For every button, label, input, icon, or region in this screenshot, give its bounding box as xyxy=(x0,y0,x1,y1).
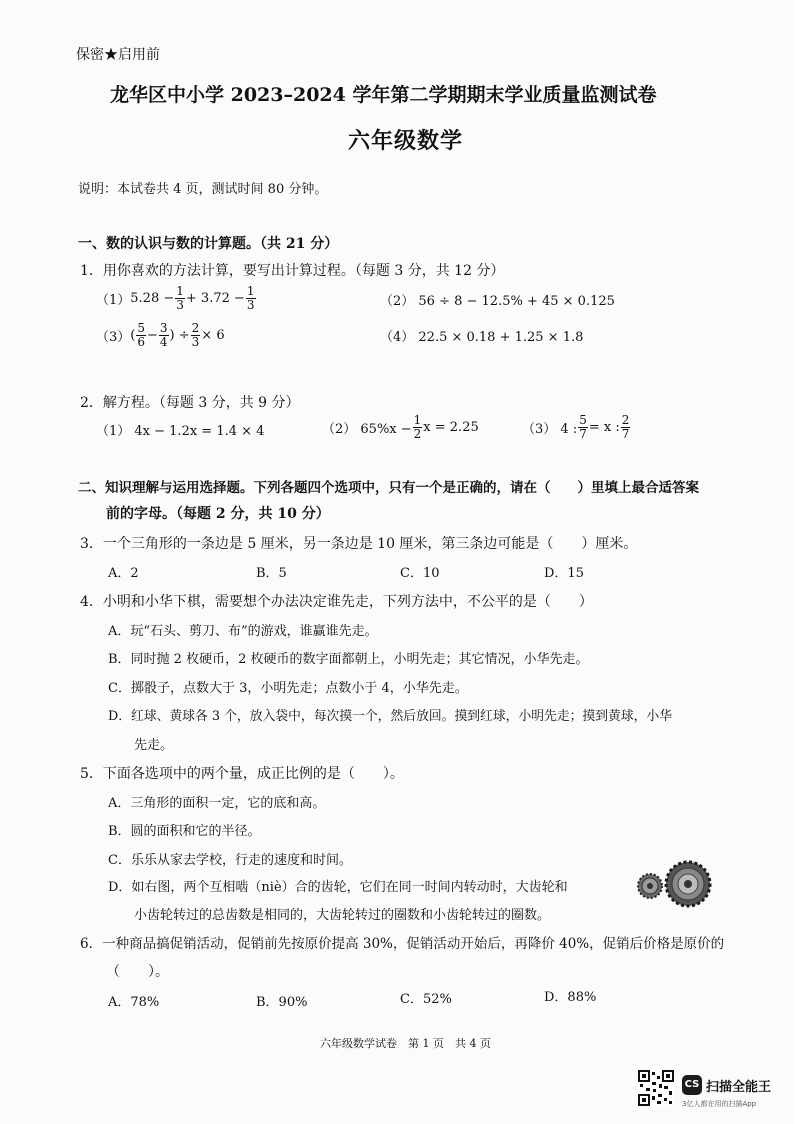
q3-option-b: B．5 xyxy=(256,566,287,581)
brand-name: 扫描全能王 xyxy=(706,1080,772,1095)
qr-code-icon xyxy=(638,1070,674,1106)
section2-heading-line1: 二、知识理解与运用选择题。下列各题四个选项中，只有一个是正确的，请在（ ）里填上最合适答案 xyxy=(78,480,699,496)
q6-option-b: B．90% xyxy=(256,995,308,1010)
numerator: 3 xyxy=(159,321,168,335)
q4-option-c: C．掷骰子，点数大于 3，小明先走；点数小于 4，小华先走。 xyxy=(108,681,468,696)
gears-illustration xyxy=(636,860,718,908)
q4-option-d-line1: D．红球、黄球各 3 个，放入袋中，每次摸一个，然后放回。摸到红球，小明先走；摸到黄球，小华 xyxy=(108,709,673,724)
q3-stem: 3．一个三角形的一条边是 5 厘米，另一条边是 10 厘米，第三条边可能是（ ）厘米。 xyxy=(80,536,638,552)
expr-part: = x : xyxy=(588,420,620,435)
q4-option-d-line2: 先走。 xyxy=(134,738,174,753)
denominator: 3 xyxy=(246,298,255,312)
numerator: 5 xyxy=(579,413,587,427)
q4-option-b: B．同时抛 2 枚硬币，2 枚硬币的数字面都朝上，小明先走；其它情况，小华先走。 xyxy=(108,652,589,667)
confidential-label: 保密★启用前 xyxy=(76,47,160,63)
large-gear-icon xyxy=(666,862,710,906)
q5-option-a: A．三角形的面积一定，它的底和高。 xyxy=(108,796,326,811)
section2-heading-line2: 前的字母。（每题 2 分，共 10 分） xyxy=(106,506,330,522)
denominator: 2 xyxy=(413,427,422,441)
exam-title: 龙华区中小学 2023–2024 学年第二学期期末学业质量监测试卷 xyxy=(110,84,657,106)
item-label: （1） xyxy=(96,293,131,308)
subject-title: 六年级数学 xyxy=(348,128,464,154)
item-label: （3） xyxy=(96,330,131,345)
q5-option-d-line1: D．如右图，两个互相啮（niè）合的齿轮，它们在同一时间内转动时，大齿轮和 xyxy=(108,880,568,895)
expr-part: x = 2.25 xyxy=(423,420,479,435)
q3-option-d: D．15 xyxy=(544,566,584,581)
q2-item-3 xyxy=(522,414,631,441)
q1-item-3 xyxy=(96,322,225,349)
section1-heading: 一、数的认识与数的计算题。（共 21 分） xyxy=(78,236,339,252)
q5-option-b: B．圆的面积和它的半径。 xyxy=(108,824,261,839)
numerator: 1 xyxy=(246,284,255,298)
q1-item-1 xyxy=(96,285,257,312)
q2-item-1: （1） 4x − 1.2x = 1.4 × 4 xyxy=(96,424,265,439)
numerator: 1 xyxy=(176,284,184,298)
q4-option-a: A．玩“石头、剪刀、布”的游戏，谁赢谁先走。 xyxy=(108,624,378,639)
q2-stem: 2．解方程。（每题 3 分，共 9 分） xyxy=(80,395,300,411)
expr-part: （2） 65%x − xyxy=(322,422,412,437)
q1-stem: 1．用你喜欢的方法计算，要写出计算过程。（每题 3 分，共 12 分） xyxy=(80,263,505,279)
q1-item-2: （2） 56 ÷ 8 − 12.5% + 45 × 0.125 xyxy=(380,294,615,309)
expr-part: − xyxy=(147,328,158,343)
q6-stem-line1: 6．一种商品搞促销活动，促销前先按原价提高 30%，促销活动开始后，再降价 40%，促销后价格是原价的 xyxy=(80,936,725,952)
page-footer: 六年级数学试卷 第 1 页 共 4 页 xyxy=(320,1037,491,1050)
denominator: 7 xyxy=(579,427,587,441)
q5-option-c: C．乐乐从家去学校，行走的速度和时间。 xyxy=(108,853,352,868)
fraction xyxy=(159,322,169,349)
fraction xyxy=(621,414,631,441)
q5-option-d-line2: 小齿轮转过的总齿数是相同的，大齿轮转过的圈数和小齿轮转过的圈数。 xyxy=(134,908,551,923)
fraction xyxy=(191,322,201,349)
fraction xyxy=(175,285,185,312)
expr-part: × 6 xyxy=(201,328,225,343)
expr-part: ) ÷ xyxy=(169,328,190,343)
denominator: 3 xyxy=(176,298,184,312)
expr-part: ( xyxy=(130,328,136,343)
numerator: 2 xyxy=(621,413,630,427)
q6-option-c: C．52% xyxy=(400,992,452,1007)
q3-option-c: C．10 xyxy=(400,566,440,581)
numerator: 5 xyxy=(137,321,145,335)
small-gear-icon xyxy=(638,874,662,898)
exam-note: 说明：本试卷共 4 页，测试时间 80 分钟。 xyxy=(78,182,328,197)
q6-option-d: D．88% xyxy=(544,990,597,1005)
denominator: 6 xyxy=(137,335,145,349)
camscanner-logo-icon: CS xyxy=(682,1075,702,1095)
brand-subtitle: 3亿人都在用的扫描App xyxy=(682,1100,757,1108)
expr-part: 5.28 − xyxy=(130,291,175,306)
q6-option-a: A．78% xyxy=(108,995,160,1010)
q6-stem-line2: （ ）。 xyxy=(106,964,169,980)
fraction xyxy=(246,285,256,312)
fraction xyxy=(413,414,423,441)
q2-item-2 xyxy=(322,414,479,441)
numerator: 1 xyxy=(413,413,422,427)
fraction xyxy=(136,322,146,349)
fraction xyxy=(578,414,588,441)
q3-option-a: A．2 xyxy=(108,566,139,581)
denominator: 7 xyxy=(621,427,630,441)
q1-item-4: （4） 22.5 × 0.18 + 1.25 × 1.8 xyxy=(380,330,584,345)
numerator: 2 xyxy=(191,321,200,335)
denominator: 4 xyxy=(159,335,168,349)
denominator: 3 xyxy=(191,335,200,349)
expr-part: + 3.72 − xyxy=(185,291,245,306)
expr-part: （3） 4 : xyxy=(522,422,578,437)
q4-stem: 4．小明和小华下棋，需要想个办法决定谁先走，下列方法中，不公平的是（ ） xyxy=(80,594,593,610)
q5-stem: 5．下面各选项中的两个量，成正比例的是（ ）。 xyxy=(80,766,404,782)
